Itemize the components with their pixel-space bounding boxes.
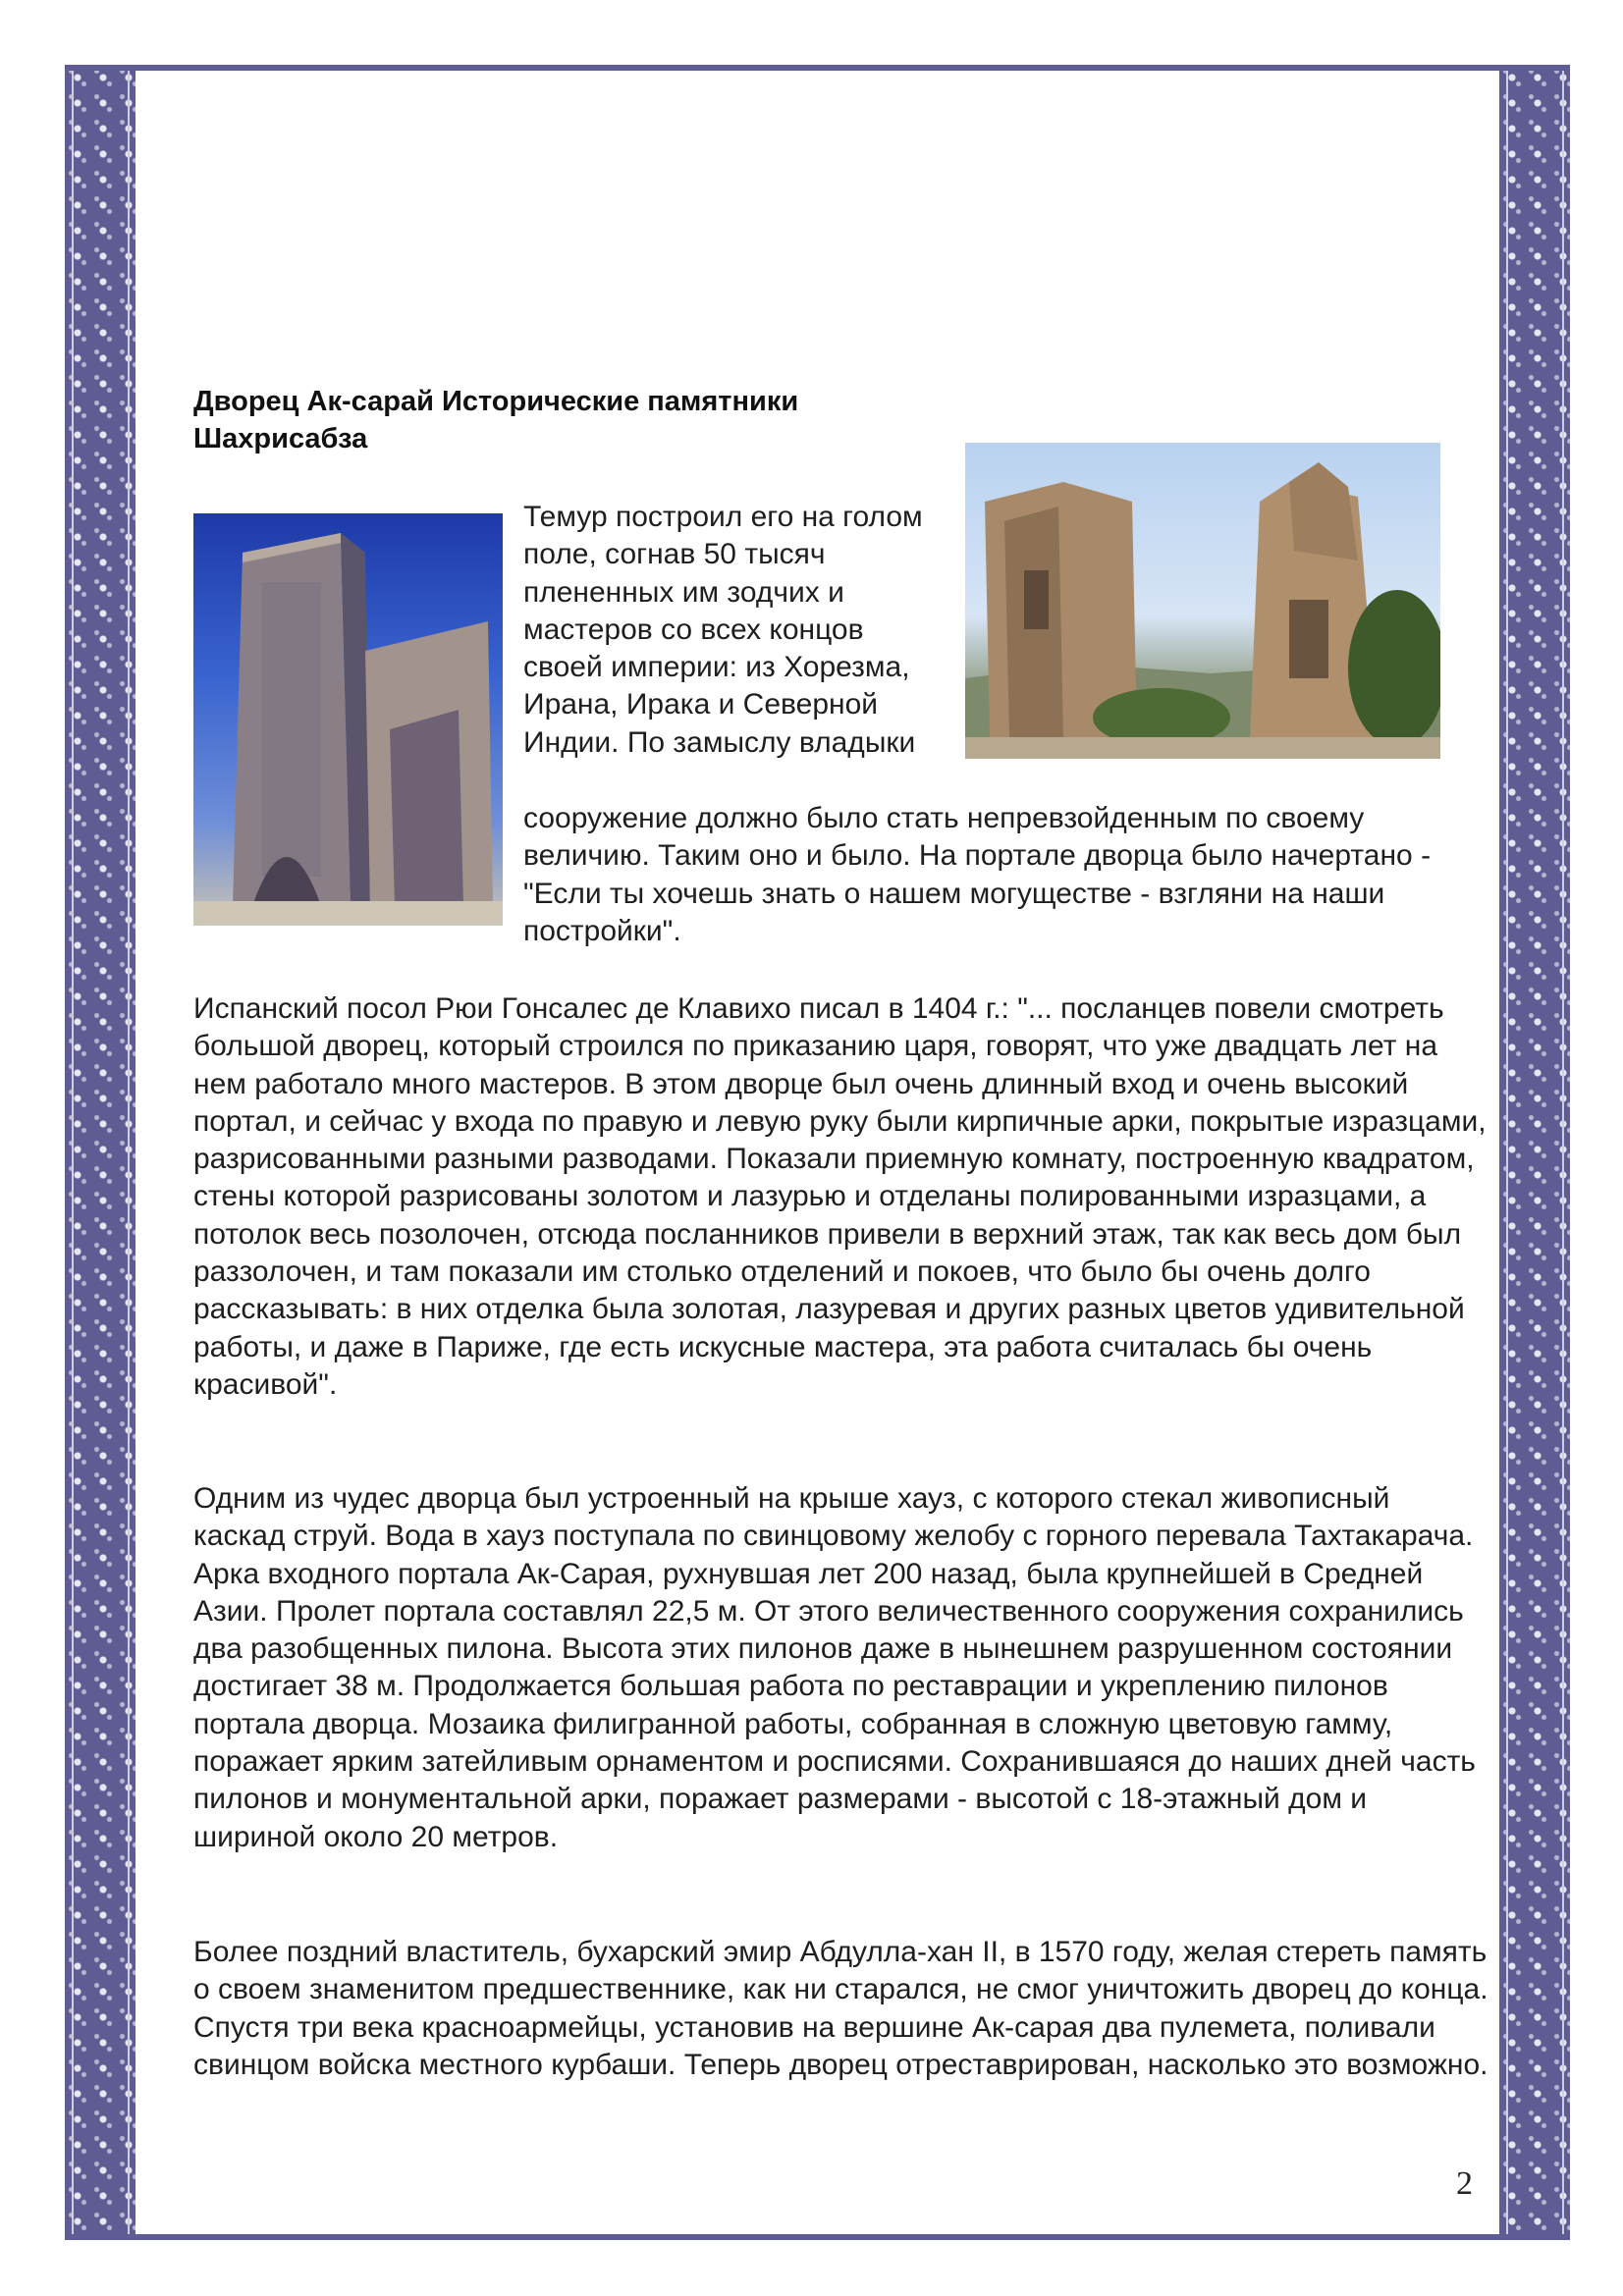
right-ornament-border: [1499, 65, 1570, 2240]
border-inner-line: [72, 71, 74, 2234]
ruins-illustration: [965, 443, 1440, 759]
border-inner-line: [1562, 71, 1564, 2234]
paragraph-later-history: Более поздний властитель, бухарский эмир Абдулла-хан II, в 1570 году, желая стереть память о своем знаменитом предшественнике, как ни старался, не смог уничтожить дворец до конца. Спустя три века красноармейцы, установив на вершине Ак-сарая два пулемета, поливали свинцом войска местного курбаши. Теперь дворец отреставрирован, насколько это возможно.: [193, 1936, 1488, 2081]
bottom-border-line: [65, 2234, 1570, 2240]
border-inner-line: [128, 71, 130, 2234]
left-ornament-border: [65, 65, 135, 2240]
top-border-line: [65, 65, 1570, 71]
palace-ruins-photo: [965, 443, 1440, 759]
page-title: Дворец Ак-сарай Исторические памятники Шахрисабза: [193, 386, 799, 454]
paragraph-clavijo-quote: Испанский посол Рюи Гонсалес де Клавихо писал в 1404 г.: "... посланцев повели смотреть большой дворец, который строился по приказанию царя, говорят, что уже двадцать лет на нем работало много мастеров. В этом дворце был очень длинный вход и очень высокий портал, и сейчас у входа по правую и левую руку были кирпичные арки, покрытые изразцами, разрисованными разными разводами. Показали приемную комнату, построенную квадратом, стены которой разрисованы золотом и лазурью и отделаны полированными изразцами, а потолок весь позолочен, отсюда посланников привели в верхний этаж, так как весь дом был раззолочен, и там показали им столько отделений и покоев, что было бы очень долго рассказывать: в них отделка была золотая, лазуревая и других разных цветов удивительной работы, и даже в Париже, где есть искусные мастера, эта работа считалась бы очень красивой".: [193, 992, 1487, 1401]
paragraph-intro-top: Темур построил его на голом поле, согнав 50 тысяч плененных им зодчих и мастеров со всех концов своей империи: из Хорезма, Ирана, Ирака и Северной Индии. По замыслу владыки: [523, 501, 923, 759]
paragraph-wonders: Одним из чудес дворца был устроенный на крыше хауз, с которого стекал живописный каскад струй. Вода в хауз поступала по свинцовому желобу с горного перевала Тахтакарача. Арка входного портала Ак-Сарая, рухнувшая лет 200 назад, была крупнейшей в Средней Азии. Пролет портала составлял 22,5 м. От этого величественного сооружения сохранились два разобщенных пилона. Высота этих пилонов даже в нынешнем разрушенном состоянии достигает 38 м. Продолжается большая работа по реставрации и укреплению пилонов портала дворца. Мозаика филигранной работы, собранная в сложную цветовую гамму, поражает ярким затейливым орнаментом и росписями. Сохранившаяся до наших дней часть пилонов и монументальной арки, поражает размерами - высотой с 18-этажный дом и шириной около 20 метров.: [193, 1482, 1476, 1853]
page-number: 2: [1456, 2165, 1473, 2202]
paragraph-intro-bottom: сооружение должно было стать непревзойденным по своему величию. Таким оно и было. На портале дворца было начертано - "Если ты хочешь знать о нашем могуществе - взгляни на наши постройки".: [523, 802, 1432, 947]
palace-pilon-photo: [193, 513, 503, 926]
pilon-illustration: [193, 513, 503, 926]
border-inner-line: [1506, 71, 1508, 2234]
